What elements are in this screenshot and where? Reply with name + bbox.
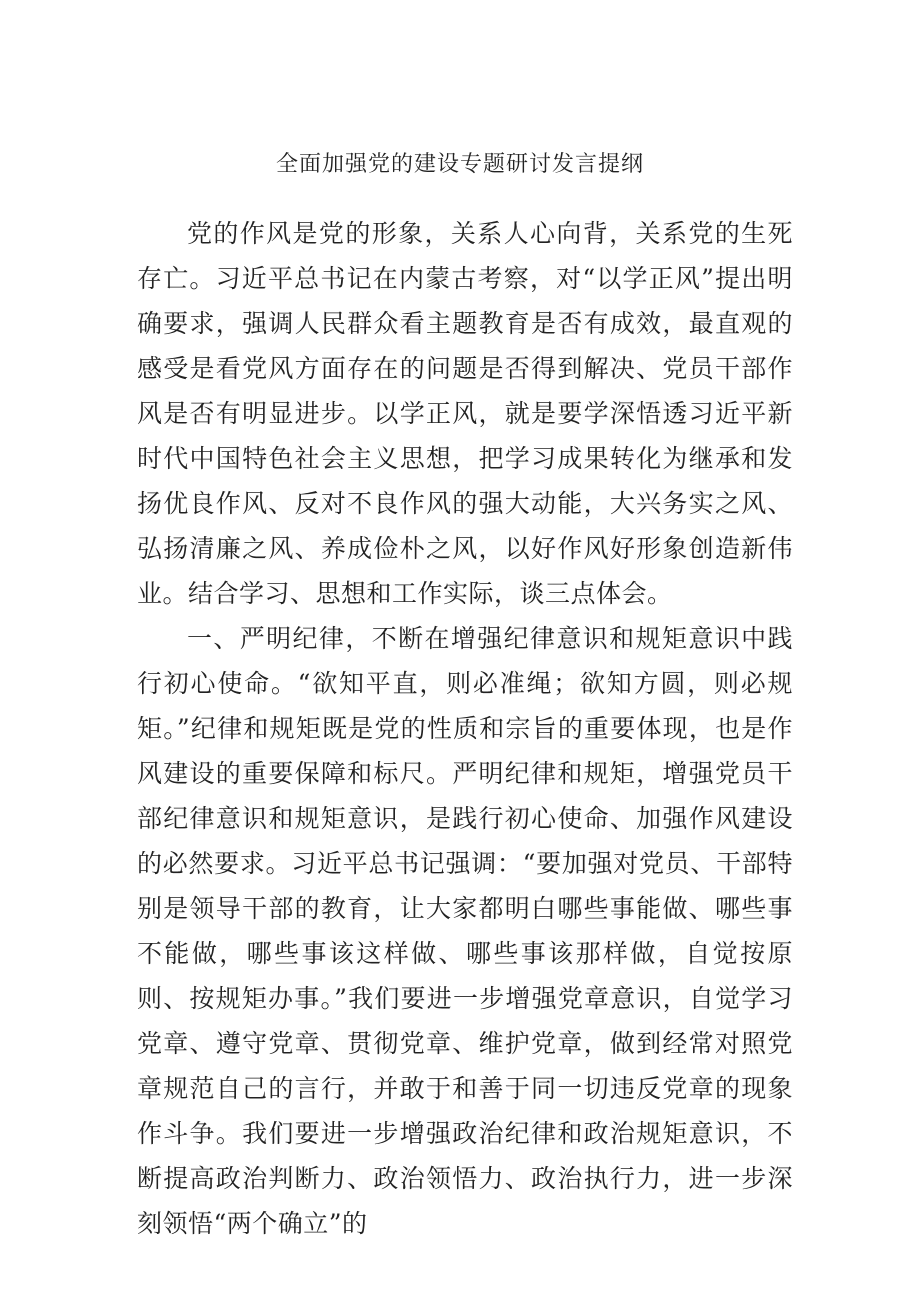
paragraph-section-one: 一、严明纪律，不断在增强纪律意识和规矩意识中践行初心使命。“欲知平直，则必准绳；欲知方圆，则必规矩。”纪律和规矩既是党的性质和宗旨的重要体现，也是作风建设的重要保障和标尺。严明纪律和规矩，增强党员干部纪律意识和规矩意识，是践行初心使命、加强作风建设的必然要求。习近平总书记强调：“要加强对党员、干部特别是领导干部的教育，让大家都明白哪些事能做、哪些事不能做，哪些事该这样做、哪些事该那样做，自觉按原则、按规矩办事。”我们要进一步增强党章意识，自觉学习党章、遵守党章、贯彻党章、维护党章，做到经常对照党章规范自己的言行，并敢于和善于同一切违反党章的现象作斗争。我们要进一步增强政治纪律和政治规矩意识，不断提高政治判断力、政治领悟力、政治执行力，进一步深刻领悟“两个确立”的 (137, 624, 793, 1238)
document-body (137, 211, 793, 1246)
paragraph-intro: 党的作风是党的形象，关系人心向背，关系党的生死存亡。习近平总书记在内蒙古考察，对“以学正风”提出明确要求，强调人民群众看主题教育是否有成效，最直观的感受是看党风方面存在的问题是否得到解决、党员干部作风是否有明显进步。以学正风，就是要学深悟透习近平新时代中国特色社会主义思想，把学习成果转化为继承和发扬优良作风、反对不良作风的强大动能，大兴务实之风、弘扬清廉之风、养成俭朴之风，以好作风好形象创造新伟业。结合学习、思想和工作实际，谈三点体会。 (137, 219, 793, 608)
document-title: 全面加强党的建设专题研讨发言提纲 (275, 152, 644, 177)
